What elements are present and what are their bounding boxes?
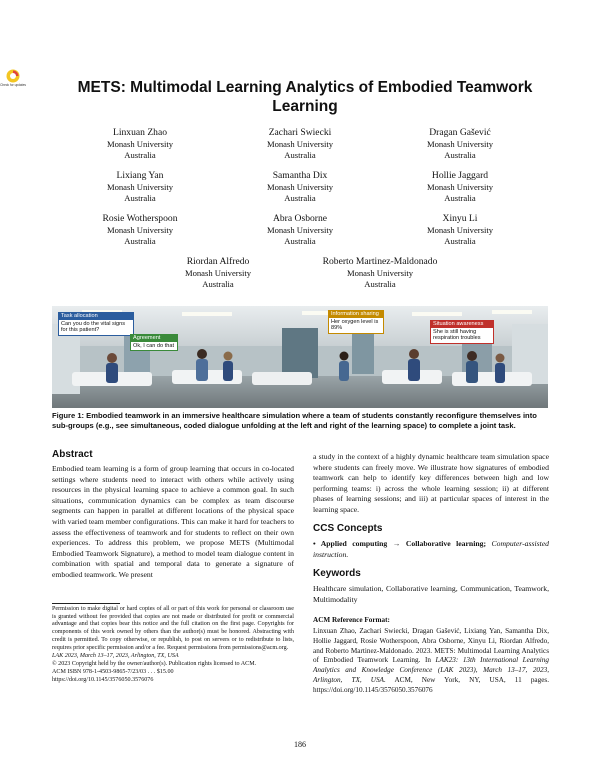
paper-title: METS: Multimodal Learning Analytics of Embodied Teamwork Learning	[77, 79, 533, 115]
author-block	[55, 213, 225, 247]
label-task-allocation	[58, 312, 134, 336]
author-affiliation: Monash University	[184, 268, 252, 278]
ccs-secondary: Computer-assisted instruction.	[313, 539, 549, 559]
author-affiliation: Monash University	[266, 182, 334, 192]
author-name: Hollie Jaggard	[431, 170, 489, 181]
author-block	[133, 256, 303, 290]
author-country: Australia	[284, 150, 316, 160]
author-affiliation: Monash University	[346, 268, 414, 278]
label-text: Ok, I can do that	[133, 342, 175, 349]
author-country: Australia	[284, 236, 316, 246]
label-agreement	[130, 334, 178, 351]
page-number: 186	[294, 740, 306, 749]
reference-authors: Linxuan Zhao, Zachari Swiecki, Dragan Gašević, Lixiang Yan, Samantha Dix, Hollie Jaggard, Rosie Wotherspoon, Abra Osborne, Xinyu Li, Riordan Alfredo, and Roberto Martinez-Maldonado. 2023. METS: Multimodal Learning Analytics of Embodied Teamwork Learning. In	[313, 627, 549, 665]
author-name: Lixiang Yan	[116, 170, 164, 181]
author-block	[55, 127, 225, 161]
label-text: Can you do the vital signs for this patient?	[61, 320, 126, 334]
author-name: Riordan Alfredo	[186, 256, 250, 267]
ccs-concepts	[313, 539, 549, 560]
author-block	[215, 213, 385, 247]
abstract-heading: Abstract	[52, 449, 93, 460]
author-block	[215, 170, 385, 204]
author-affiliation: Monash University	[426, 225, 494, 235]
label-information-sharing	[328, 310, 384, 334]
conference-line: LAK 2023, March 13–17, 2023, Arlington, TX, USA	[52, 653, 179, 659]
author-name: Linxuan Zhao	[112, 127, 168, 138]
author-country: Australia	[444, 193, 476, 203]
author-affiliation: Monash University	[106, 139, 174, 149]
reference-heading: ACM Reference Format:	[313, 616, 390, 624]
doi-link[interactable]: https://doi.org/10.1145/3576050.3576076	[52, 677, 154, 683]
reference-venue: LAK23: 13th International Learning Analytics and Knowledge Conference (LAK 2023), March 13–17, 2023, Arlington, TX, USA.	[313, 656, 549, 684]
label-text: Her oxygen level is 89%	[331, 318, 379, 332]
author-affiliation: Monash University	[106, 182, 174, 192]
label-head: Information sharing	[329, 311, 383, 318]
author-block	[375, 170, 545, 204]
simulation-photo	[52, 306, 548, 408]
author-block	[215, 127, 385, 161]
author-affiliation: Monash University	[426, 139, 494, 149]
author-affiliation: Monash University	[426, 182, 494, 192]
copyright-line: © 2023 Copyright held by the owner/author(s). Publication rights licensed to ACM.	[52, 661, 257, 667]
abstract-continued: a study in the context of a highly dynamic healthcare team simulation space where students can freely move. We illustrate how signatures of embodied teamwork can help to identify key differences between high and low performing teams: i) across the whole learning session; ii) at different phases of learning sessions; and iii) at particular spaces of interest in the learning space.	[313, 452, 549, 514]
abstract-body: Embodied team learning is a form of group learning that occurs in co-located settings where students need to interact with others while actively using resources in the physical learning space to achieve a common goal. In such situations, communication dynamics can be complex as team discourse segments can happen in parallel at different locations of the physical space with varied team member configurations. This can make it hard for teachers to assess the effectiveness of teamwork and for students to reflect on their own experiences. To address this problem, we propose METS (Multimodal Embodied Teamwork Signature), a method to model team dialogue content in combination with spatial and temporal data to generate a signature of embodied teamwork. We present	[52, 464, 294, 579]
permissions-notice: Permission to make digital or hard copies of all or part of this work for personal or classroom use is granted without fee provided that copies are not made or distributed for profit or commercial advantage and that copies bear this notice and the full citation on the first page. Copyrights for components of this work owned by others than the author(s) must be honored. Abstracting with credit is permitted. To copy otherwise, or republish, to post on servers or to redistribute to lists, requires prior specific permission and/or a fee. Request permissions from permissions@acm.org.	[52, 606, 294, 651]
author-country: Australia	[124, 150, 156, 160]
author-name: Dragan Gašević	[429, 127, 491, 138]
label-head: Agreement	[131, 335, 177, 342]
ccs-primary: • Applied computing → Collaborative learning;	[313, 539, 487, 548]
author-affiliation: Monash University	[266, 139, 334, 149]
isbn-line: ACM ISBN 978-1-4503-9865-7/23/03 . . . $15.00	[52, 669, 174, 675]
label-head: Task allocation	[59, 313, 133, 320]
author-country: Australia	[124, 193, 156, 203]
label-situation-awareness	[430, 320, 494, 344]
author-country: Australia	[202, 279, 234, 289]
keywords-body: Healthcare simulation, Collaborative learning, Communication, Teamwork, Multimodality	[313, 584, 549, 604]
badge-text: Check for updates	[0, 83, 26, 87]
author-block	[295, 256, 465, 290]
author-country: Australia	[364, 279, 396, 289]
ccs-heading: CCS Concepts	[313, 523, 383, 534]
author-name: Roberto Martinez-Maldonado	[322, 256, 438, 267]
author-block	[55, 170, 225, 204]
reference-tail: ACM, New York, NY, USA, 11 pages. https://doi.org/10.1145/3576050.3576076	[313, 675, 549, 694]
author-name: Samantha Dix	[272, 170, 328, 181]
label-head: Situation awareness	[431, 321, 493, 328]
author-country: Australia	[444, 236, 476, 246]
author-country: Australia	[444, 150, 476, 160]
author-name: Abra Osborne	[272, 213, 328, 224]
author-country: Australia	[284, 193, 316, 203]
label-text: She is still having respiration troubles	[433, 328, 481, 342]
author-block	[375, 127, 545, 161]
footnote-rule	[52, 603, 120, 604]
author-name: Zachari Swiecki	[268, 127, 332, 138]
author-country: Australia	[124, 236, 156, 246]
author-affiliation: Monash University	[106, 225, 174, 235]
author-block	[375, 213, 545, 247]
author-affiliation: Monash University	[266, 225, 334, 235]
reference-body	[313, 627, 549, 696]
author-name: Rosie Wotherspoon	[102, 213, 178, 224]
author-name: Xinyu Li	[442, 213, 478, 224]
figure-caption: Figure 1: Embodied teamwork in an immersive healthcare simulation where a team of students constantly reconfigure themselves into sub-groups (e.g., see simultaneous, coded dialogue unfolding at the left and right of the learning space) to complete a joint task.	[52, 411, 537, 430]
check-for-updates-icon[interactable]	[0, 68, 26, 88]
keywords-heading: Keywords	[313, 568, 361, 579]
